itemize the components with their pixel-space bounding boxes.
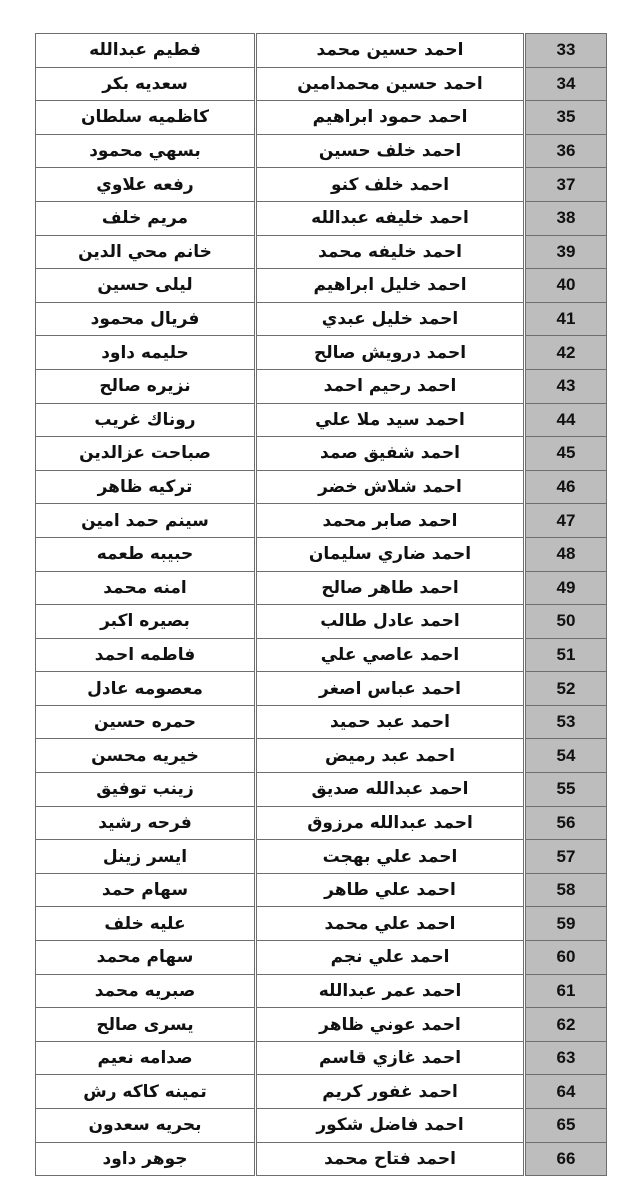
- person-name-cell: [256, 605, 525, 639]
- wife-name-cell-text: تركيه ظاهر: [97, 477, 193, 498]
- person-name-cell: [256, 571, 525, 605]
- person-name-cell: [256, 336, 525, 370]
- wife-name-cell: [36, 739, 256, 773]
- table-row: [36, 941, 607, 975]
- wife-name-cell-text: فاطمه احمد: [94, 644, 196, 665]
- wife-name-cell: [36, 605, 256, 639]
- row-number-cell-text: 49: [556, 577, 576, 597]
- row-number-cell-text: 64: [556, 1081, 576, 1101]
- wife-name-cell: [36, 840, 256, 874]
- wife-name-cell: [36, 941, 256, 975]
- person-name-cell: [256, 470, 525, 504]
- row-number-cell: [525, 941, 607, 975]
- person-name-cell: [256, 101, 525, 135]
- table-row: [36, 638, 607, 672]
- wife-name-cell: [36, 1109, 256, 1143]
- person-name-cell-text: احمد عبد رميض: [325, 745, 455, 766]
- wife-name-cell-text: نزيره صالح: [99, 376, 191, 397]
- row-number-cell: [525, 672, 607, 706]
- wife-name-cell: [36, 201, 256, 235]
- row-number-cell: [525, 1041, 607, 1075]
- row-number-cell-text: 57: [556, 846, 576, 866]
- table-row: [36, 974, 607, 1008]
- table-row: [36, 168, 607, 202]
- person-name-cell-text: احمد طاهر صالح: [321, 577, 459, 598]
- row-number-cell: [525, 873, 607, 907]
- person-name-cell-text: احمد علي طاهر: [324, 880, 456, 901]
- wife-name-cell-text: كاظميه سلطان: [81, 107, 209, 128]
- wife-name-cell-text: مريم خلف: [101, 208, 189, 229]
- row-number-cell-text: 58: [556, 880, 576, 900]
- person-name-cell-text: احمد عبد حميد: [330, 712, 450, 733]
- person-name-cell: [256, 201, 525, 235]
- row-number-cell: [525, 705, 607, 739]
- person-name-cell: [256, 437, 525, 471]
- wife-name-cell: [36, 1142, 256, 1176]
- person-name-cell: [256, 235, 525, 269]
- wife-name-cell-text: سهام حمد: [101, 880, 189, 901]
- wife-name-cell-text: يسرى صالح: [96, 1014, 194, 1035]
- wife-name-cell: [36, 504, 256, 538]
- wife-name-cell-text: صدامه نعيم: [97, 1048, 193, 1069]
- row-number-cell: [525, 571, 607, 605]
- row-number-cell-text: 46: [556, 477, 576, 497]
- row-number-cell-text: 52: [556, 678, 576, 698]
- wife-name-cell-text: صبريه محمد: [94, 980, 196, 1001]
- row-number-cell: [525, 403, 607, 437]
- wife-name-cell-text: فطيم عبدالله: [89, 40, 201, 61]
- person-name-cell-text: احمد خلف حسين: [318, 141, 462, 162]
- row-number-cell-text: 54: [556, 745, 576, 765]
- table-row: [36, 101, 607, 135]
- wife-name-cell-text: فرحه رشيد: [98, 812, 192, 833]
- person-name-cell-text: احمد صابر محمد: [322, 510, 458, 531]
- row-number-cell-text: 42: [556, 342, 576, 362]
- row-number-cell: [525, 101, 607, 135]
- person-name-cell: [256, 369, 525, 403]
- row-number-cell-text: 66: [556, 1148, 576, 1168]
- row-number-cell: [525, 537, 607, 571]
- person-name-cell: [256, 1075, 525, 1109]
- row-number-cell-text: 56: [556, 812, 576, 832]
- row-number-cell: [525, 806, 607, 840]
- wife-name-cell: [36, 403, 256, 437]
- wife-name-cell-text: حمره حسين: [94, 712, 196, 733]
- row-number-cell: [525, 302, 607, 336]
- wife-name-cell: [36, 336, 256, 370]
- person-name-cell: [256, 907, 525, 941]
- person-name-cell: [256, 504, 525, 538]
- wife-name-cell: [36, 1075, 256, 1109]
- wife-name-cell-text: زينب توفيق: [96, 779, 194, 800]
- person-name-cell-text: احمد عادل طالب: [320, 611, 460, 632]
- person-name-cell: [256, 537, 525, 571]
- table-row: [36, 67, 607, 101]
- person-name-cell: [256, 34, 525, 68]
- wife-name-cell-text: روناك غريب: [94, 409, 196, 430]
- table-row: [36, 235, 607, 269]
- table-row: [36, 571, 607, 605]
- table-row: [36, 134, 607, 168]
- wife-name-cell-text: سينم حمد امين: [81, 510, 209, 531]
- row-number-cell-text: 62: [556, 1014, 576, 1034]
- row-number-cell: [525, 907, 607, 941]
- person-name-cell: [256, 705, 525, 739]
- row-number-cell: [525, 1109, 607, 1143]
- wife-name-cell: [36, 168, 256, 202]
- table-row: [36, 302, 607, 336]
- person-name-cell: [256, 1109, 525, 1143]
- row-number-cell-text: 61: [556, 980, 576, 1000]
- person-name-cell: [256, 1142, 525, 1176]
- wife-name-cell: [36, 470, 256, 504]
- row-number-cell: [525, 369, 607, 403]
- wife-name-cell-text: عليه خلف: [104, 913, 186, 934]
- table-row: [36, 1075, 607, 1109]
- table-row: [36, 537, 607, 571]
- row-number-cell: [525, 840, 607, 874]
- table-row: [36, 806, 607, 840]
- row-number-cell-text: 65: [556, 1115, 576, 1135]
- names-table: [35, 33, 607, 1176]
- person-name-cell-text: احمد عبدالله مرزوق: [307, 812, 473, 833]
- table-row: [36, 605, 607, 639]
- person-name-cell: [256, 672, 525, 706]
- row-number-cell: [525, 235, 607, 269]
- wife-name-cell-text: ليلى حسين: [97, 275, 193, 296]
- row-number-cell: [525, 201, 607, 235]
- wife-name-cell-text: سعديه بكر: [102, 73, 188, 94]
- person-name-cell-text: احمد علي محمد: [324, 913, 456, 934]
- row-number-cell: [525, 773, 607, 807]
- wife-name-cell: [36, 907, 256, 941]
- wife-name-cell: [36, 34, 256, 68]
- person-name-cell-text: احمد خلف كنو: [330, 174, 450, 195]
- wife-name-cell-text: بسهي محمود: [89, 141, 201, 162]
- row-number-cell: [525, 504, 607, 538]
- wife-name-cell: [36, 369, 256, 403]
- person-name-cell-text: احمد علي نجم: [330, 947, 450, 968]
- row-number-cell-text: 39: [556, 241, 576, 261]
- row-number-cell-text: 43: [556, 376, 576, 396]
- row-number-cell-text: 36: [556, 141, 576, 161]
- person-name-cell: [256, 1041, 525, 1075]
- wife-name-cell: [36, 974, 256, 1008]
- person-name-cell-text: احمد خليل عبدي: [321, 309, 459, 330]
- table-row: [36, 873, 607, 907]
- wife-name-cell: [36, 672, 256, 706]
- person-name-cell: [256, 269, 525, 303]
- wife-name-cell: [36, 134, 256, 168]
- table-row: [36, 403, 607, 437]
- wife-name-cell: [36, 437, 256, 471]
- wife-name-cell: [36, 269, 256, 303]
- wife-name-cell: [36, 571, 256, 605]
- table-row: [36, 705, 607, 739]
- row-number-cell-text: 38: [556, 208, 576, 228]
- person-name-cell-text: احمد سيد ملا علي: [315, 409, 465, 430]
- wife-name-cell-text: رفعه علاوي: [96, 174, 194, 195]
- wife-name-cell-text: امنه محمد: [103, 577, 187, 598]
- wife-name-cell-text: جوهر داود: [102, 1148, 188, 1169]
- row-number-cell: [525, 34, 607, 68]
- wife-name-cell-text: حليمه داود: [101, 342, 189, 363]
- wife-name-cell: [36, 773, 256, 807]
- person-name-cell: [256, 1008, 525, 1042]
- row-number-cell-text: 59: [556, 913, 576, 933]
- table-row: [36, 1041, 607, 1075]
- wife-name-cell: [36, 67, 256, 101]
- row-number-cell-text: 60: [556, 947, 576, 967]
- table-row: [36, 201, 607, 235]
- table-row: [36, 470, 607, 504]
- table-row: [36, 1142, 607, 1176]
- wife-name-cell-text: تمينه كاكه رش: [83, 1081, 207, 1102]
- person-name-cell-text: احمد حسين محمد: [316, 40, 464, 61]
- row-number-cell: [525, 168, 607, 202]
- row-number-cell-text: 37: [556, 174, 576, 194]
- person-name-cell: [256, 67, 525, 101]
- person-name-cell: [256, 806, 525, 840]
- wife-name-cell: [36, 101, 256, 135]
- row-number-cell: [525, 638, 607, 672]
- person-name-cell-text: احمد خليفه عبدالله: [311, 208, 469, 229]
- row-number-cell-text: 40: [556, 275, 576, 295]
- person-name-cell-text: احمد غازي قاسم: [318, 1048, 462, 1069]
- person-name-cell: [256, 638, 525, 672]
- row-number-cell: [525, 605, 607, 639]
- person-name-cell-text: احمد علي بهجت: [322, 846, 458, 867]
- person-name-cell-text: احمد غفور كريم: [322, 1081, 458, 1102]
- row-number-cell-text: 45: [556, 443, 576, 463]
- table-row: [36, 907, 607, 941]
- names-table-body: [36, 34, 607, 1176]
- table-row: [36, 437, 607, 471]
- wife-name-cell: [36, 638, 256, 672]
- wife-name-cell-text: بحريه سعدون: [88, 1115, 202, 1136]
- row-number-cell-text: 34: [556, 73, 576, 93]
- table-row: [36, 672, 607, 706]
- table-row: [36, 1109, 607, 1143]
- row-number-cell-text: 55: [556, 779, 576, 799]
- row-number-cell: [525, 739, 607, 773]
- wife-name-cell-text: بصيره اكبر: [100, 611, 190, 632]
- wife-name-cell-text: معصومه عادل: [87, 678, 203, 699]
- wife-name-cell: [36, 806, 256, 840]
- person-name-cell-text: احمد رحيم احمد: [323, 376, 457, 397]
- table-row: [36, 739, 607, 773]
- person-name-cell: [256, 302, 525, 336]
- row-number-cell: [525, 1075, 607, 1109]
- row-number-cell: [525, 134, 607, 168]
- row-number-cell-text: 48: [556, 544, 576, 564]
- row-number-cell-text: 33: [556, 40, 576, 60]
- table-row: [36, 269, 607, 303]
- row-number-cell-text: 44: [556, 409, 576, 429]
- person-name-cell: [256, 134, 525, 168]
- person-name-cell-text: احمد شفيق صمد: [320, 443, 460, 464]
- person-name-cell-text: احمد حمود ابراهيم: [312, 107, 468, 128]
- table-row: [36, 34, 607, 68]
- person-name-cell-text: احمد عمر عبدالله: [318, 980, 462, 1001]
- row-number-cell-text: 47: [556, 510, 576, 530]
- row-number-cell-text: 41: [556, 309, 576, 329]
- row-number-cell: [525, 67, 607, 101]
- wife-name-cell: [36, 302, 256, 336]
- wife-name-cell: [36, 705, 256, 739]
- row-number-cell: [525, 470, 607, 504]
- wife-name-cell-text: خانم محي الدين: [78, 241, 212, 262]
- person-name-cell-text: احمد عاصي علي: [320, 644, 460, 665]
- row-number-cell-text: 50: [556, 611, 576, 631]
- table-row: [36, 773, 607, 807]
- table-row: [36, 1008, 607, 1042]
- wife-name-cell-text: سهام محمد: [96, 947, 194, 968]
- row-number-cell-text: 35: [556, 107, 576, 127]
- person-name-cell-text: احمد فاضل شكور: [316, 1115, 464, 1136]
- person-name-cell-text: احمد حسين محمدامين: [297, 73, 483, 94]
- person-name-cell-text: احمد فتاح محمد: [324, 1148, 456, 1169]
- row-number-cell: [525, 437, 607, 471]
- row-number-cell-text: 63: [556, 1048, 576, 1068]
- wife-name-cell: [36, 537, 256, 571]
- person-name-cell: [256, 840, 525, 874]
- wife-name-cell-text: فريال محمود: [90, 309, 200, 330]
- person-name-cell-text: احمد عباس اصغر: [319, 678, 461, 699]
- wife-name-cell-text: صباحت عزالدين: [79, 443, 211, 464]
- person-name-cell-text: احمد ضاري سليمان: [308, 544, 472, 565]
- person-name-cell-text: احمد درويش صالح: [313, 342, 467, 363]
- person-name-cell: [256, 403, 525, 437]
- table-row: [36, 504, 607, 538]
- person-name-cell-text: احمد عوني ظاهر: [319, 1014, 461, 1035]
- wife-name-cell-text: خيريه محسن: [91, 745, 199, 766]
- row-number-cell: [525, 1008, 607, 1042]
- wife-name-cell: [36, 235, 256, 269]
- person-name-cell: [256, 974, 525, 1008]
- table-row: [36, 369, 607, 403]
- table-row: [36, 336, 607, 370]
- row-number-cell-text: 51: [556, 644, 576, 664]
- row-number-cell-text: 53: [556, 712, 576, 732]
- wife-name-cell: [36, 1041, 256, 1075]
- row-number-cell: [525, 336, 607, 370]
- person-name-cell: [256, 739, 525, 773]
- person-name-cell: [256, 773, 525, 807]
- wife-name-cell-text: حبيبه طعمه: [96, 544, 194, 565]
- person-name-cell-text: احمد خليل ابراهيم: [313, 275, 467, 296]
- person-name-cell-text: احمد خليفه محمد: [318, 241, 462, 262]
- row-number-cell: [525, 974, 607, 1008]
- person-name-cell: [256, 873, 525, 907]
- wife-name-cell-text: ايسر زينل: [102, 846, 188, 867]
- person-name-cell: [256, 168, 525, 202]
- wife-name-cell: [36, 1008, 256, 1042]
- person-name-cell: [256, 941, 525, 975]
- person-name-cell-text: احمد شلاش خضر: [318, 477, 462, 498]
- person-name-cell-text: احمد عبدالله صديق: [311, 779, 469, 800]
- row-number-cell: [525, 269, 607, 303]
- wife-name-cell: [36, 873, 256, 907]
- table-row: [36, 840, 607, 874]
- row-number-cell: [525, 1142, 607, 1176]
